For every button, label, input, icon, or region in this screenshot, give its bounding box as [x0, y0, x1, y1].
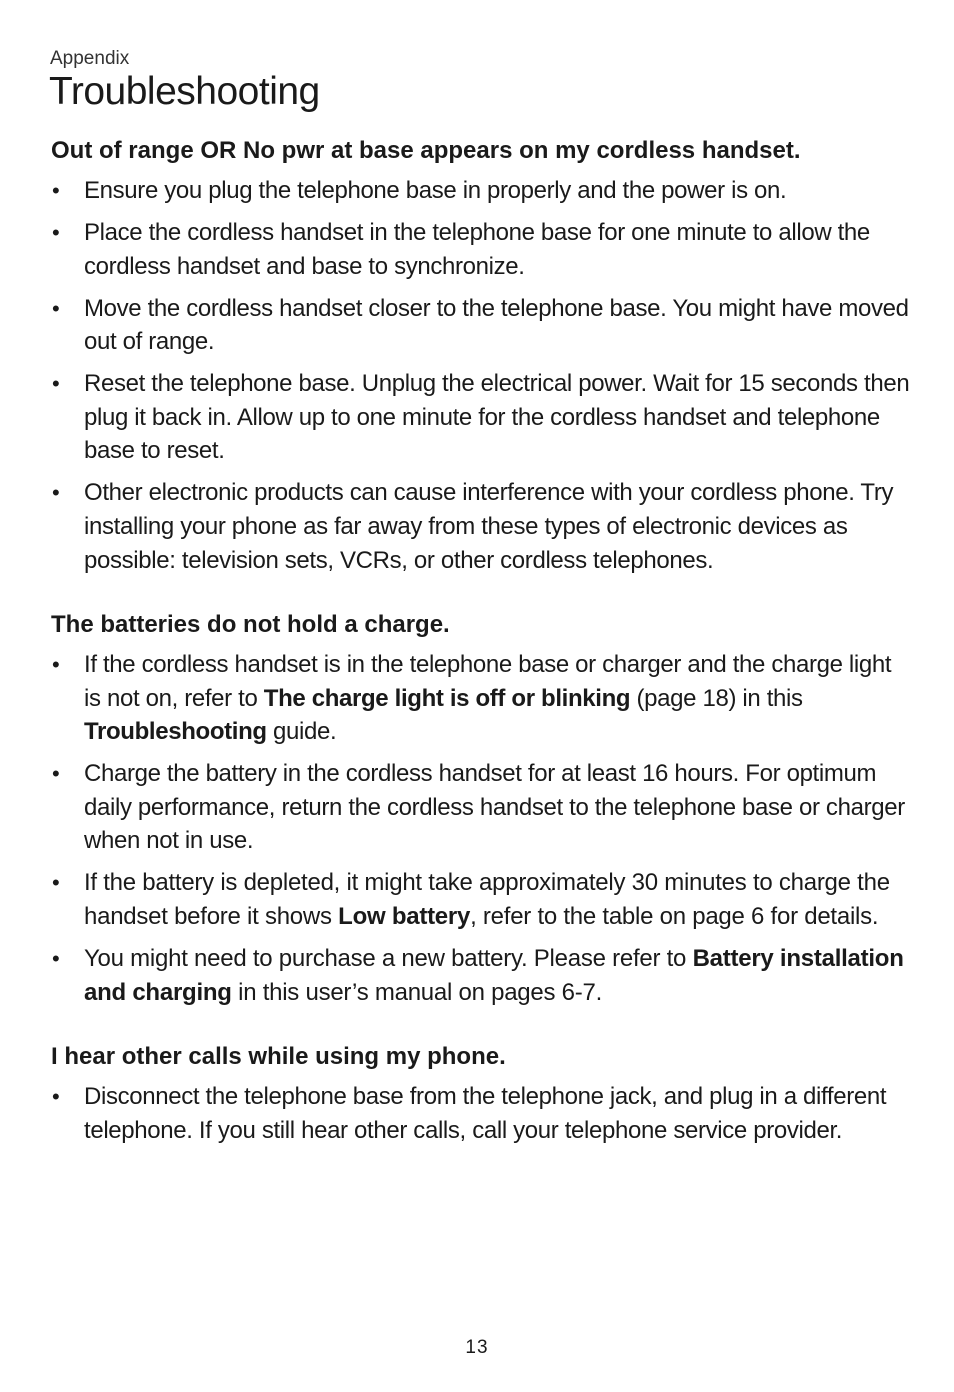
list-item — [51, 476, 911, 577]
list-item — [51, 174, 911, 208]
bullet-list — [51, 648, 911, 1009]
link-reference: Battery installation and charging — [84, 945, 904, 1006]
item-text: If the cordless handset is in the telephone base or charger and the charge light is not on, refer to The charge light is off or blinking (page 18) in this Troubleshooting guide. — [84, 651, 892, 746]
topic-out-of-range — [51, 134, 911, 577]
section-label: Appendix — [50, 48, 130, 69]
item-text: Other electronic products can cause interference with your cordless phone. Try installing your phone as far away from these types of electronic devices as possible: television sets, VCRs, or other cordless telephones. — [84, 479, 894, 574]
item-text: If the battery is depleted, it might take approximately 30 minutes to charge the handset before it shows Low battery, refer to the table on page 6 for details. — [84, 869, 890, 931]
content — [51, 134, 911, 1178]
item-text: Ensure you plug the telephone base in properly and the power is on. — [84, 177, 787, 204]
list-item — [51, 367, 911, 468]
bullet-icon: • — [52, 178, 60, 203]
list-item — [51, 216, 911, 283]
item-text: Move the cordless handset closer to the telephone base. You might have moved out of range. — [84, 294, 909, 356]
list-item — [51, 648, 911, 749]
bullet-icon: • — [52, 1084, 60, 1110]
item-text: Charge the battery in the cordless handset for at least 16 hours. For optimum daily performance, return the cordless handset to the telephone base or charger when not in use. — [84, 760, 905, 855]
topic-heading: The batteries do not hold a charge. — [51, 611, 450, 639]
list-item — [51, 757, 911, 858]
page-number: 13 — [465, 1337, 489, 1358]
topic-batteries — [51, 608, 911, 1009]
link-reference: The charge light is off or blinking — [263, 684, 631, 712]
list-item — [51, 1080, 911, 1147]
item-text: Place the cordless handset in the telephone base for one minute to allow the cordless handset and base to synchronize. — [84, 218, 870, 280]
bullet-icon: • — [52, 761, 60, 787]
link-reference: Troubleshooting — [84, 718, 267, 746]
bullet-list — [51, 1080, 911, 1147]
item-text: You might need to purchase a new battery. Please refer to Battery installation and charging in this user’s manual on pages 6-7. — [84, 945, 904, 1006]
bullet-icon: • — [52, 219, 60, 245]
bullet-icon: • — [52, 946, 60, 972]
page-title: Troubleshooting — [49, 70, 320, 113]
topic-other-calls — [51, 1040, 911, 1147]
bullet-list — [51, 174, 911, 577]
bullet-icon: • — [52, 870, 60, 896]
item-text: Reset the telephone base. Unplug the electrical power. Wait for 15 seconds then plug it back in. Allow up to one minute for the cordless handset and telephone base to reset. — [84, 370, 910, 465]
bullet-icon: • — [52, 652, 60, 678]
bullet-icon: • — [52, 295, 60, 321]
list-item — [51, 292, 911, 359]
bullet-icon: • — [52, 371, 60, 397]
topic-heading: Out of range OR No pwr at base appears on my cordless handset. — [51, 137, 801, 164]
status-reference: Low battery — [338, 903, 471, 931]
list-item — [51, 866, 911, 933]
item-text: Disconnect the telephone base from the telephone jack, and plug in a different telephone. If you still hear other calls, call your telephone service provider. — [84, 1083, 887, 1144]
list-item — [51, 942, 911, 1009]
bullet-icon: • — [52, 480, 60, 506]
topic-heading: I hear other calls while using my phone. — [51, 1043, 506, 1071]
